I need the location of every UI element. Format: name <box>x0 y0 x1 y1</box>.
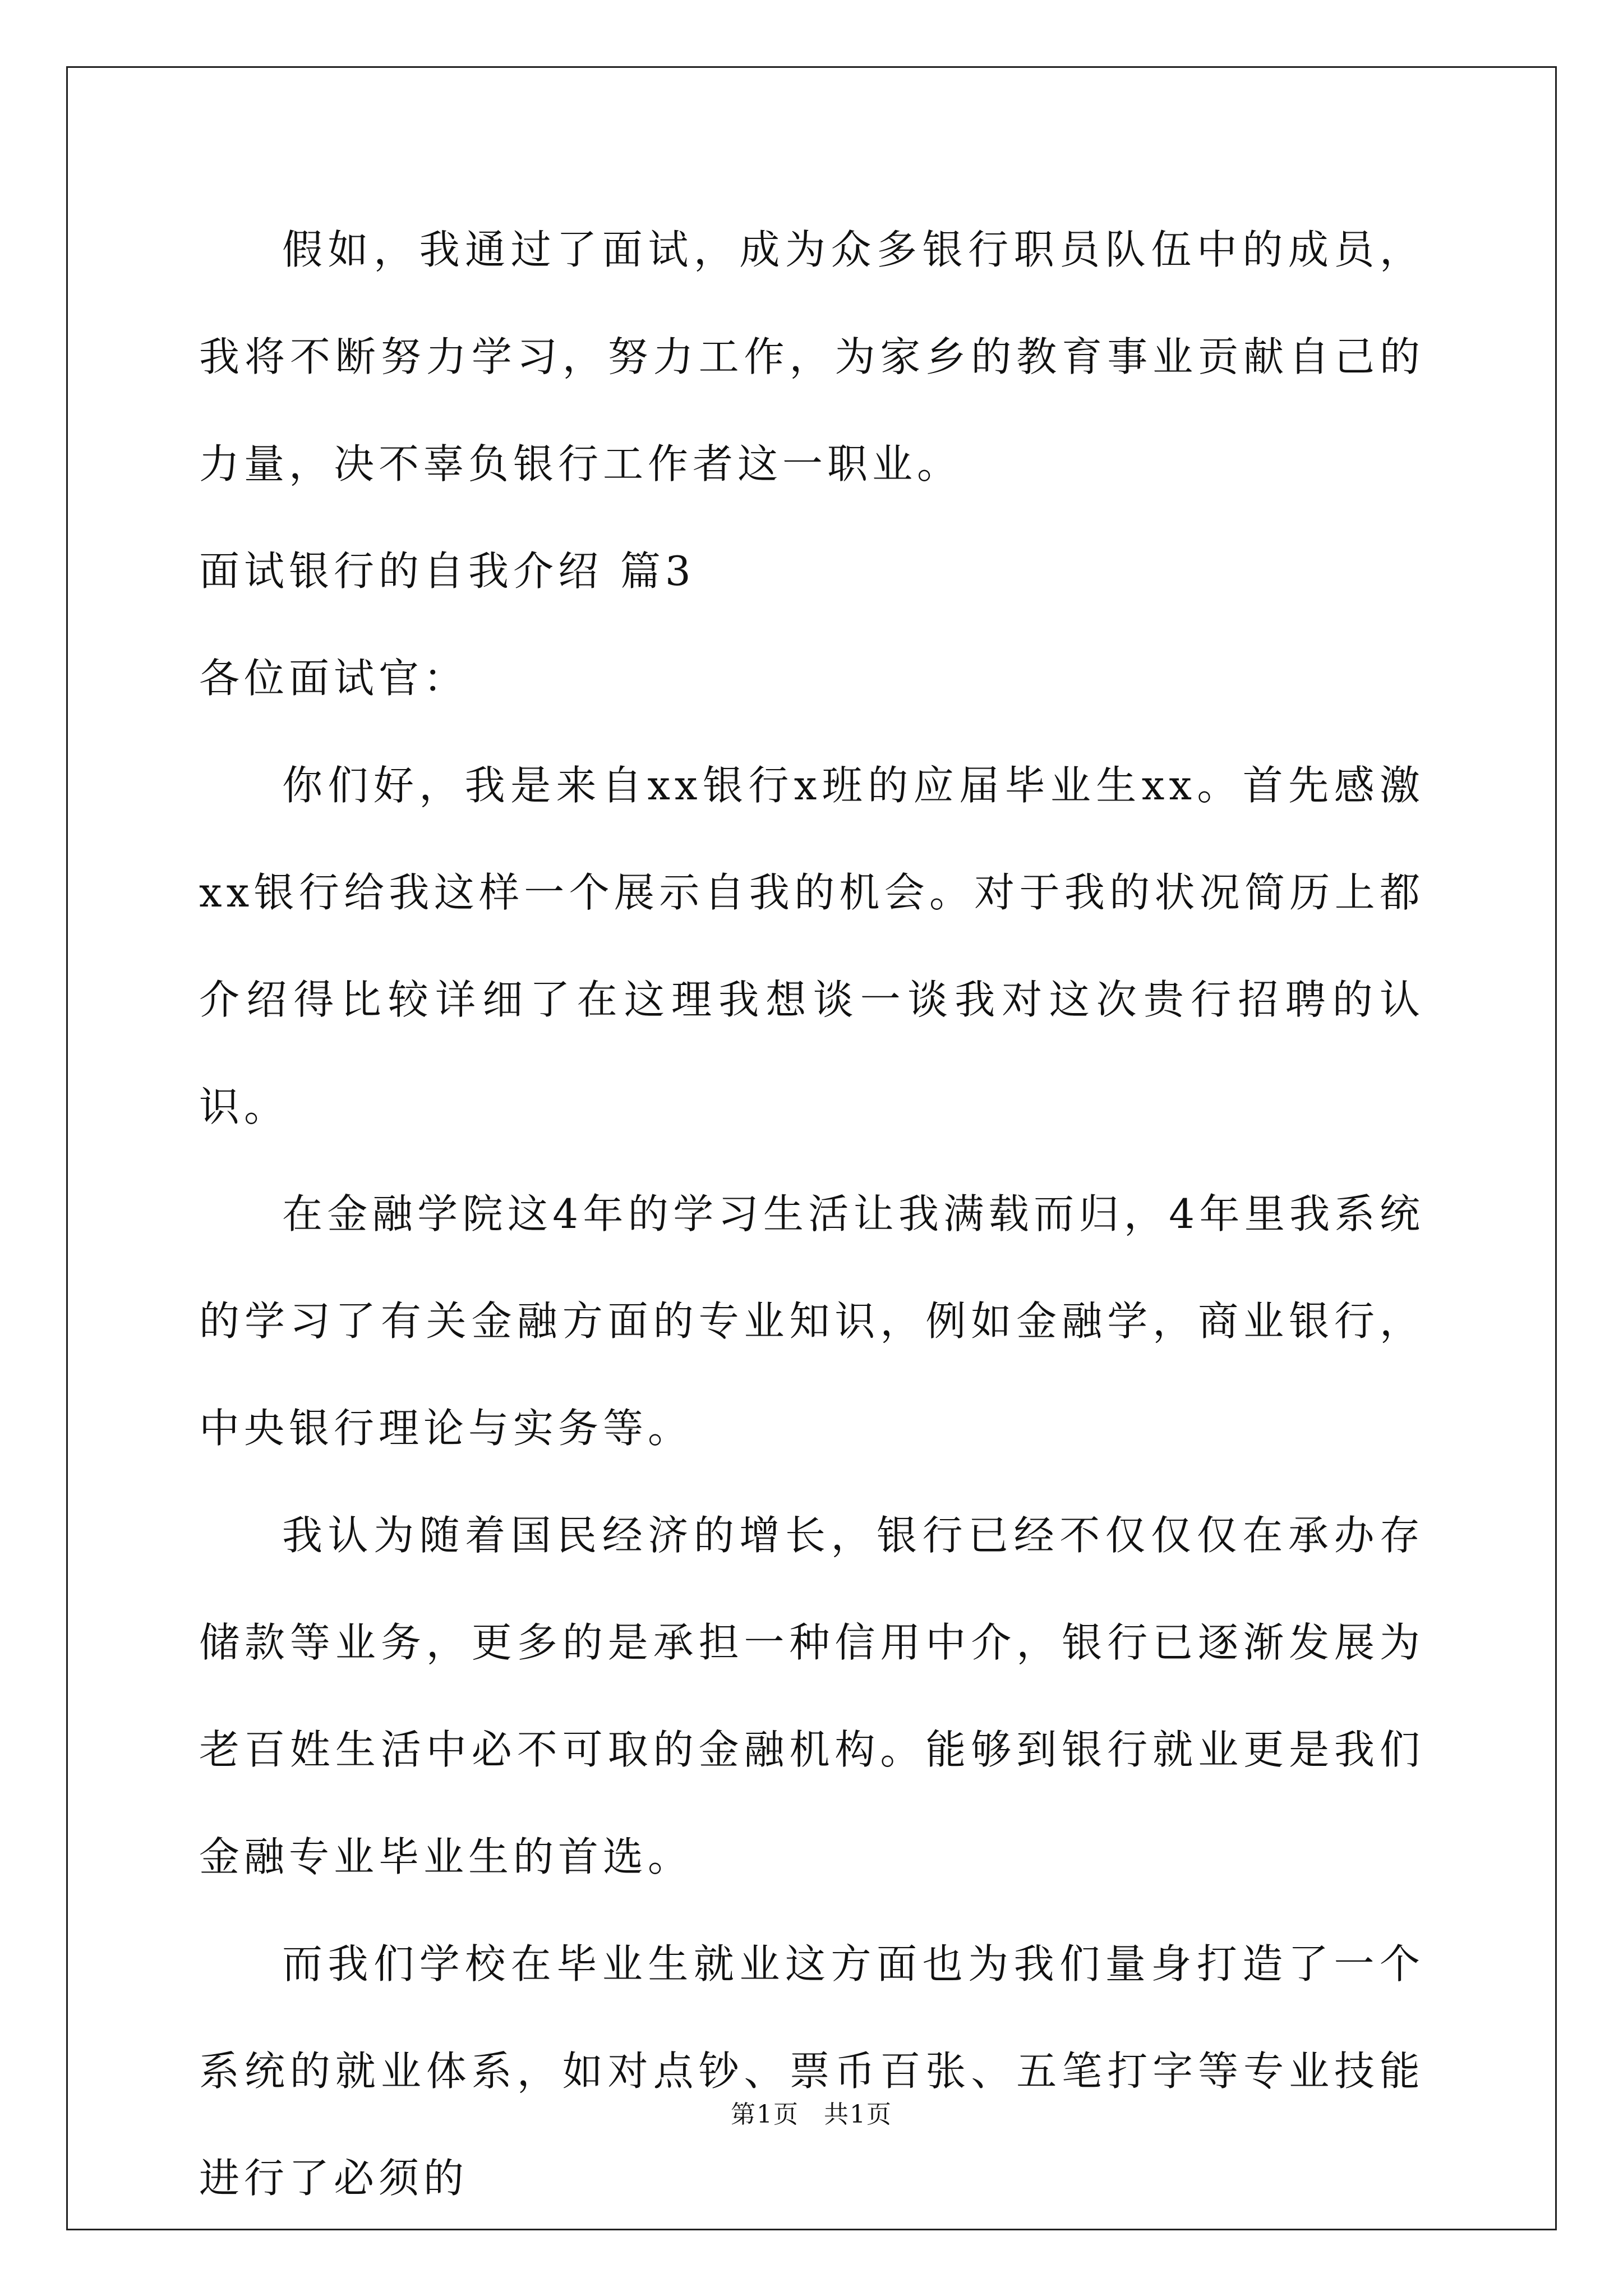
salutation: 各位面试官： <box>199 655 469 702</box>
page-number: 第1页 <box>731 2100 799 2129</box>
paragraph: 假如，我通过了面试，成为众多银行职员队伍中的成员，我将不断努力学习，努力工作，为家乡的教育事业贡献自己的力量，决不辜负银行工作者这一职业。 <box>199 226 1424 487</box>
paragraph: 我认为随着国民经济的增长，银行已经不仅仅仅在承办存储款等业务，更多的是承担一种信用中介，银行已逐渐发展为老百姓生活中必不可取的金融机构。能够到银行就业更是我们金融专业毕业生的首选。 <box>199 1512 1424 1880</box>
page-total: 共1页 <box>824 2100 892 2129</box>
paragraph: 而我们学校在毕业生就业这方面也为我们量身打造了一个系统的就业体系，如对点钞、票币百张、五笔打字等专业技能进行了必须的 <box>199 1940 1424 2202</box>
page-footer <box>0 2098 1623 2132</box>
section-heading: 面试银行的自我介绍 篇3 <box>199 547 695 595</box>
paragraph: 你们好，我是来自xx银行x班的应届毕业生xx。首先感激xx银行给我这样一个展示自我的机会。对于我的状况简历上都介绍得比较详细了在这理我想谈一谈我对这次贵行招聘的认识。 <box>199 762 1424 1130</box>
paragraph: 在金融学院这4年的学习生活让我满载而归，4年里我系统的学习了有关金融方面的专业知识，例如金融学，商业银行，中央银行理论与实务等。 <box>199 1190 1424 1452</box>
document-body <box>199 196 1424 2232</box>
